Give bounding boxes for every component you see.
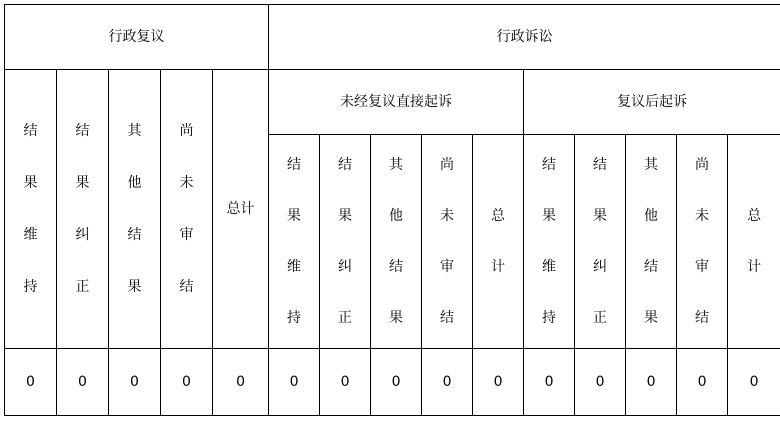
admin-litigation-header: 行政诉讼 [269,5,780,70]
value-cell: 0 [213,349,269,416]
after-total-header: 总计 [728,135,780,349]
direct-total-header: 总计 [473,135,524,349]
value-cell: 0 [269,349,320,416]
direct-maintained-header: 结果维持 [269,135,320,349]
after-other-header: 其他结果 [626,135,677,349]
header-row-1 [5,5,780,70]
value-cell: 0 [626,349,677,416]
value-cell: 0 [422,349,473,416]
value-cell: 0 [575,349,626,416]
value-cell: 0 [524,349,575,416]
value-cell: 0 [728,349,780,416]
review-corrected-header: 结果纠正 [57,70,109,349]
after-pending-header: 尚未审结 [677,135,728,349]
review-other-header: 其他结果 [109,70,161,349]
direct-suit-header: 未经复议直接起诉 [269,70,524,135]
value-cell: 0 [677,349,728,416]
values-row [5,349,780,416]
direct-corrected-header: 结果纠正 [320,135,371,349]
value-cell: 0 [161,349,213,416]
header-row-2 [5,70,780,135]
review-maintained-header: 结果维持 [5,70,57,349]
after-maintained-header: 结果维持 [524,135,575,349]
after-corrected-header: 结果纠正 [575,135,626,349]
review-pending-header: 尚未审结 [161,70,213,349]
value-cell: 0 [320,349,371,416]
value-cell: 0 [109,349,161,416]
value-cell: 0 [5,349,57,416]
direct-other-header: 其他结果 [371,135,422,349]
value-cell: 0 [473,349,524,416]
admin-review-header: 行政复议 [5,5,269,70]
statistics-table [4,4,780,416]
review-total-header: 总计 [213,70,269,349]
value-cell: 0 [57,349,109,416]
direct-pending-header: 尚未审结 [422,135,473,349]
suit-after-review-header: 复议后起诉 [524,70,780,135]
value-cell: 0 [371,349,422,416]
